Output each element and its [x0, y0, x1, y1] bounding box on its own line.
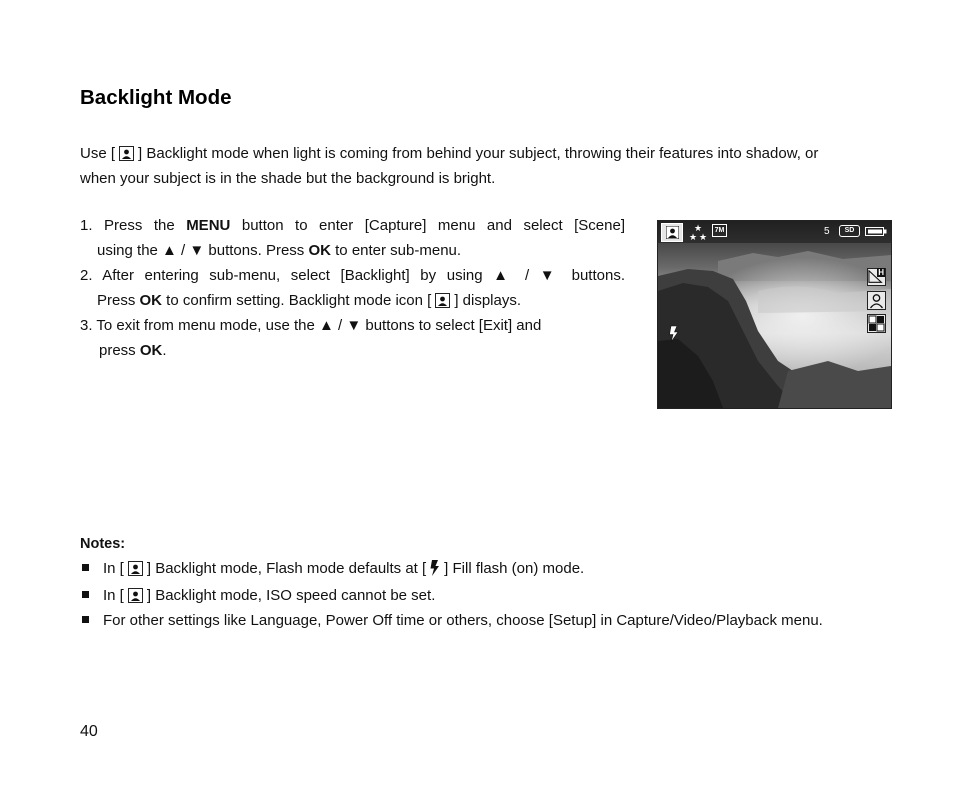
- backlight-mode-icon: [128, 561, 143, 576]
- sd-label: SD: [844, 227, 855, 234]
- landscape-photo: [658, 221, 891, 408]
- intro-paragraph: [80, 141, 910, 191]
- note-3: [82, 610, 942, 632]
- notes-heading: Notes:: [80, 536, 126, 552]
- note-text: For other settings like Language, Power Off time or others, choose [Setup] in Capture/Video/Playback menu.: [103, 612, 823, 629]
- bullet-square: [82, 564, 89, 571]
- note-text: In [: [103, 560, 124, 577]
- flash-icon: [429, 559, 441, 577]
- steps-list: [80, 213, 625, 363]
- backlight-mode-icon: [666, 226, 679, 239]
- scene-mode-indicator: [661, 223, 683, 242]
- svg-text:★: ★: [698, 233, 708, 241]
- camera-lcd-screenshot: [657, 220, 892, 409]
- step-3-line-1: 3. To exit from menu mode, use the ▲ / ▼ buttons to select [Exit] and: [80, 317, 542, 334]
- battery-icon: [865, 227, 887, 236]
- note-text: In [: [103, 587, 124, 604]
- step-2-line-1: 2. After entering sub-menu, select [Backlight] by using ▲ / ▼ buttons.: [80, 267, 625, 284]
- step-1-line-2: [80, 238, 625, 263]
- step-text: to confirm setting. Backlight mode icon [: [162, 292, 432, 309]
- shots-remaining: 5: [824, 226, 830, 237]
- ok-keyword: OK: [308, 242, 331, 259]
- page-number: 40: [80, 723, 98, 740]
- metering-grid-icon: [868, 315, 885, 332]
- step-text: using the ▲ / ▼ buttons. Press: [97, 242, 309, 259]
- ok-keyword: OK: [139, 342, 163, 359]
- ok-keyword: OK: [139, 292, 163, 309]
- note-1: [82, 558, 932, 580]
- face-glyph-icon: [868, 292, 885, 309]
- bullet-square: [82, 616, 89, 623]
- intro-text: ] Backlight mode when light is coming from behind your subject, throwing their features into shadow, or: [138, 145, 819, 162]
- intro-line-1: [80, 141, 910, 166]
- step-2-line-2: [80, 288, 625, 313]
- flash-icon: [668, 325, 680, 343]
- step-text: ] displays.: [454, 292, 522, 309]
- backlight-mode-icon: [435, 293, 450, 308]
- backlight-mode-icon: [119, 146, 134, 161]
- step-text: 1. Press the: [80, 217, 187, 234]
- resolution-badge: 7M: [712, 224, 727, 237]
- quality-stars-icon: [688, 223, 708, 241]
- intro-text: Use [: [80, 145, 116, 162]
- intro-line-2: when your subject is in the shade but the background is bright.: [80, 170, 496, 187]
- sd-card-icon: [839, 225, 860, 237]
- quality-label: H: [878, 268, 884, 277]
- step-text: button to enter [Capture] menu and select [Scene]: [230, 217, 625, 234]
- svg-text:★: ★: [688, 233, 698, 241]
- menu-keyword: MENU: [186, 217, 231, 234]
- step-1-line-1: [80, 213, 625, 238]
- note-text: ] Fill flash (on) mode.: [444, 560, 585, 577]
- step-text: to enter sub-menu.: [330, 242, 462, 259]
- metering-icon: [867, 314, 886, 333]
- svg-text:★: ★: [693, 224, 703, 234]
- step-3-line-2: [80, 338, 625, 363]
- backlight-mode-icon: [128, 588, 143, 603]
- step-text: press: [99, 342, 140, 359]
- note-2: [82, 585, 932, 607]
- sharpness-icon: [867, 268, 886, 286]
- page-title: Backlight Mode: [80, 86, 232, 109]
- face-detect-icon: [867, 291, 886, 310]
- bullet-square: [82, 591, 89, 598]
- step-text: .: [162, 342, 167, 359]
- step-text: Press: [97, 292, 140, 309]
- note-text: ] Backlight mode, Flash mode defaults at [: [146, 560, 427, 577]
- note-text: ] Backlight mode, ISO speed cannot be set.: [146, 587, 436, 604]
